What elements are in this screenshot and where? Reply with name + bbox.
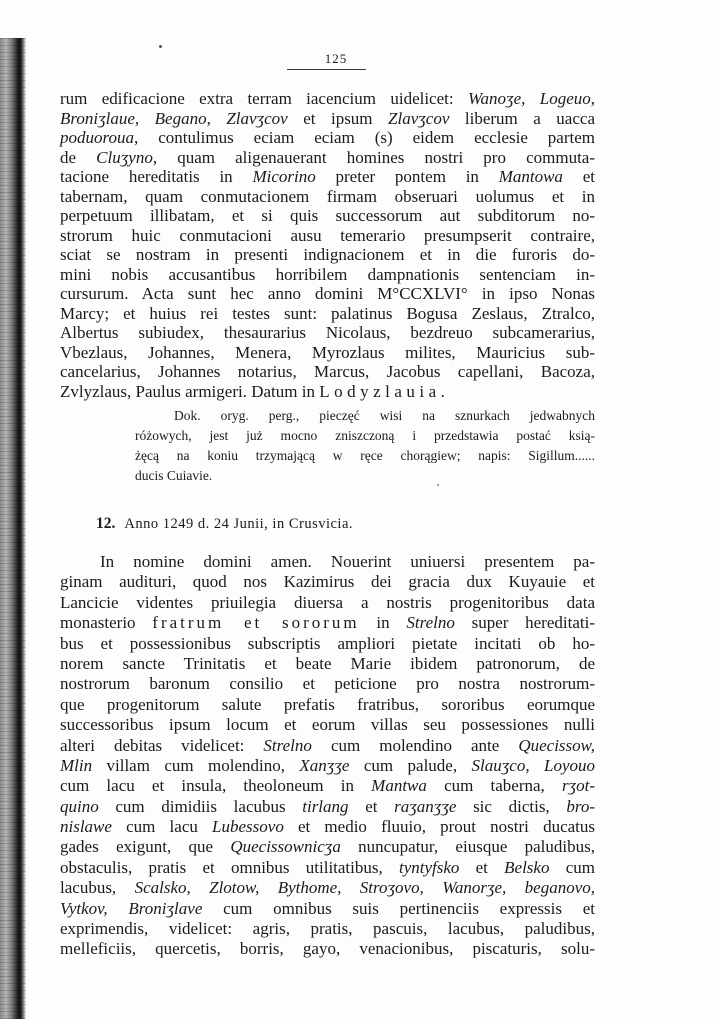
italic-name: nislawe xyxy=(60,817,112,837)
text-line xyxy=(60,265,595,285)
text-line xyxy=(60,552,595,572)
text-run: et ipsum xyxy=(287,108,389,128)
text-run: rum edificacione extra terram iacencium uidelicet: xyxy=(60,89,468,108)
italic-name: Zlavʒcov xyxy=(388,108,450,128)
text-line xyxy=(60,593,595,613)
text-run: et xyxy=(562,167,595,186)
text-run: norem sancte Trinitatis et beate Marie ibidem patronorum, de xyxy=(60,653,595,673)
text-run: nuncupatur, eiusque paludibus, xyxy=(340,837,595,857)
text-line xyxy=(60,858,595,878)
text-line xyxy=(60,128,595,148)
text-run: tacione hereditatis in xyxy=(60,167,253,186)
text-line xyxy=(60,343,595,363)
text-line xyxy=(60,797,595,817)
text-run: mini nobis accusantibus horribilem dampnationis sentenciam in- xyxy=(60,264,595,284)
italic-name: Micorino xyxy=(252,167,316,186)
document-body xyxy=(60,552,595,960)
text-run: successoribus ipsum locum et eorum villas seu possessiones nulli xyxy=(60,715,595,735)
text-run: perpetuum illibatam, et si quis successorum aut subditorum no- xyxy=(60,206,595,225)
footnote-line: ducis Cuiavie. xyxy=(135,468,213,483)
text-run: bus et possessionibus subscriptis ampliori pietate incitati ob ho- xyxy=(60,633,595,653)
footnote-line: Dok. oryg. perg., pieczęć wisi na sznurkach jedwabnych xyxy=(174,408,595,423)
text-run: et xyxy=(348,796,395,816)
italic-name: Scalsko, Zlotow, Bythome, Stroʒovo, Wanorʒe, beganovo, xyxy=(134,878,595,898)
italic-name: Belsko xyxy=(504,857,550,877)
text-run: . xyxy=(440,381,445,401)
paragraph-continuation xyxy=(60,89,595,401)
text-line xyxy=(60,89,595,109)
text-run: cum palude, xyxy=(349,755,472,775)
text-run: cum taberna, xyxy=(426,776,562,796)
text-run: cum molendino ante xyxy=(311,735,519,755)
text-line xyxy=(60,148,595,168)
italic-name: Lubessovo xyxy=(212,817,284,837)
text-run: et xyxy=(459,857,505,877)
text-run: villam cum molendino, xyxy=(92,755,300,775)
text-line xyxy=(60,939,595,959)
text-line xyxy=(60,304,595,324)
italic-name: Mantwa xyxy=(371,776,427,796)
italic-name: Mlin xyxy=(60,755,93,775)
text-run: , quam aligenauerant homines nostri pro commuta- xyxy=(152,147,596,167)
italic-name: Strelno xyxy=(263,735,312,755)
text-run: in xyxy=(359,613,407,633)
italic-name: Vytkov, Broniʒlave xyxy=(60,898,203,918)
italic-name: Strelno xyxy=(406,613,455,633)
spaced-text: Lodyzlauia xyxy=(319,381,441,401)
text-line xyxy=(60,899,595,919)
text-run: sciat se nostram in presenti indignacionem et in die furoris do- xyxy=(60,245,595,264)
text-line xyxy=(60,382,595,402)
text-run: melleficiis, quercetis, borris, gayo, venacionibus, piscaturis, solu- xyxy=(60,939,595,959)
italic-name: Slauʒco, Loyouo xyxy=(471,755,595,775)
italic-name: Quecissow, xyxy=(518,735,595,755)
text-line xyxy=(60,878,595,898)
text-line xyxy=(60,776,595,796)
italic-name: quino xyxy=(60,796,99,816)
document-heading xyxy=(96,514,353,534)
text-run: alteri debitas videlicet: xyxy=(60,735,264,755)
text-run: ginam audituri, quod nos Kazimirus dei gracia dux Kuyauie et xyxy=(60,572,595,592)
text-run: Lancicie videntes priuilegia diuersa a nostris progenitoribus data xyxy=(60,592,595,612)
text-run: de xyxy=(60,147,97,167)
document-number: 12. xyxy=(96,515,116,532)
text-line xyxy=(60,245,595,265)
text-line xyxy=(60,226,595,246)
text-run: cum dimidiis lacubus xyxy=(98,796,303,816)
text-run: obstaculis, pratis et omnibus utilitatibus, xyxy=(60,857,399,877)
text-run: monasterio xyxy=(60,613,153,633)
scan-speck xyxy=(159,45,162,48)
text-run: cum xyxy=(549,857,595,877)
text-run: lacubus, xyxy=(60,878,135,898)
document-date-place: Anno 1249 d. 24 Junii, in Crusvicia. xyxy=(124,516,354,532)
italic-name: Xanʒʒe xyxy=(299,755,350,775)
italic-name: Cluʒyno xyxy=(96,147,153,167)
italic-name: rʒot- xyxy=(561,776,595,796)
text-run: exprimendis, videlicet: agris, pratis, pascuis, lacubus, paludibus, xyxy=(60,919,595,939)
text-run: que progenitorum salute prefatis fratribus, sororibus eorumque xyxy=(60,694,595,714)
italic-name: poduoroua xyxy=(60,128,134,147)
text-line xyxy=(60,634,595,654)
text-line xyxy=(60,715,595,735)
text-run: cancelarius, Johannes notarius, Marcus, Jacobus capellani, Bacoza, xyxy=(60,362,595,381)
text-run: In nomine domini amen. Nouerint uniuersi presentem pa- xyxy=(100,552,595,571)
text-line xyxy=(60,919,595,939)
text-run: cursurum. Acta sunt hec anno domini M°CCXLVI° in ipso Nonas xyxy=(60,284,595,303)
text-run: nostrorum baronum consilio et peticione pro nostra nostrorum- xyxy=(60,674,595,694)
text-run: , contulimus eciam eciam (s) eidem ecclesie partem xyxy=(134,128,595,147)
text-line xyxy=(60,674,595,694)
text-line xyxy=(60,323,595,343)
italic-name: raʒanʒʒe xyxy=(394,796,457,816)
text-line xyxy=(60,206,595,226)
italic-name: tyntyfsko xyxy=(398,857,460,877)
text-line xyxy=(60,613,595,633)
italic-name: tirlang xyxy=(302,796,349,816)
text-run: super hereditati- xyxy=(454,613,595,633)
italic-name: bro- xyxy=(566,796,595,816)
text-run: Albertus subiudex, thesaurarius Nicolaus, bezdreuo subcamerarius, xyxy=(60,323,595,342)
footnote xyxy=(135,406,595,486)
binding-shadow xyxy=(0,38,26,1019)
text-line xyxy=(60,284,595,304)
footnote-line: żęcą na koniu trzymającą w ręce chorągiew; napis: Sigillum...... xyxy=(135,448,595,463)
text-line xyxy=(60,572,595,592)
text-run: cum lacu et insula, theoloneum in xyxy=(60,776,372,796)
text-run: Marcy; et huius rei testes sunt: palatinus Bogusa Zeslaus, Ztralco, xyxy=(60,303,595,323)
italic-name: Wanoʒe, Logeuo, xyxy=(467,89,595,108)
text-run: Vbezlaus, Johannes, Menera, Myrozlaus milites, Mauricius sub- xyxy=(60,342,595,362)
text-line xyxy=(60,654,595,674)
text-run: cum lacu xyxy=(111,817,213,837)
page-number-rule xyxy=(287,69,366,70)
text-run: Zvlyzlaus, Paulus armigeri. Datum in xyxy=(60,381,320,401)
text-run: liberum a uacca xyxy=(449,108,595,128)
text-line xyxy=(60,837,595,857)
text-run: cum omnibus suis pertinenciis expressis et xyxy=(202,898,596,918)
text-line xyxy=(60,109,595,129)
text-run: preter pontem in xyxy=(315,167,499,186)
page-number: 125 xyxy=(324,51,348,66)
text-line xyxy=(60,187,595,207)
text-line xyxy=(60,756,595,776)
spaced-text: fratrum et sororum xyxy=(152,613,360,633)
text-line xyxy=(60,362,595,382)
italic-name: Mantowa xyxy=(498,167,563,186)
footnote-line: różowych, jest już mocno zniszczoną i przedstawia postać ksią- xyxy=(135,428,595,443)
text-run: tabernam, quam conmutacionem firmam obseruari uolumus et in xyxy=(60,186,595,206)
text-run: strorum huic conmutacioni ausu temerario presumpserit contraire, xyxy=(60,225,595,245)
text-line xyxy=(60,167,595,187)
text-line xyxy=(60,817,595,837)
text-run: et medio fluuio, prout nostri ducatus xyxy=(283,817,595,837)
text-line xyxy=(60,736,595,756)
text-line xyxy=(60,695,595,715)
italic-name: Quecissownicʒa xyxy=(230,837,341,857)
italic-name: Broniʒlaue, Begano, Zlavʒcov xyxy=(60,108,288,128)
text-run: gades exigunt, que xyxy=(60,837,231,857)
text-run: sic dictis, xyxy=(456,796,567,816)
